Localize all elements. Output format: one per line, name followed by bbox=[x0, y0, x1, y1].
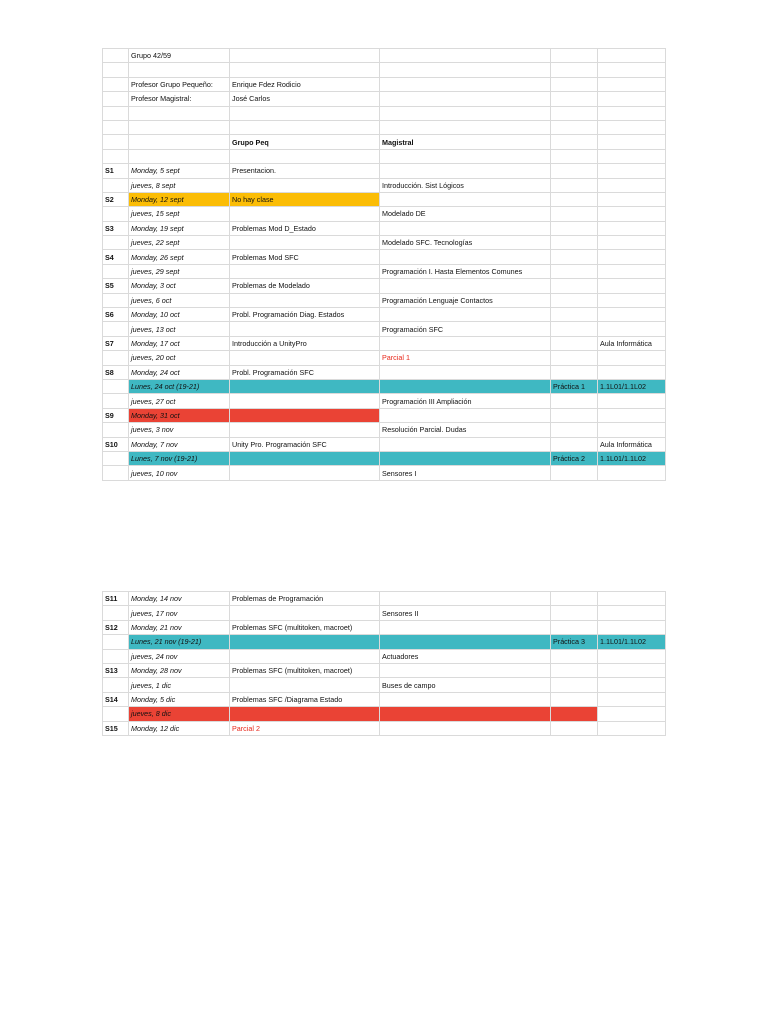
date-cell: jueves, 8 dic bbox=[129, 707, 230, 721]
room-cell bbox=[598, 322, 666, 336]
room-cell bbox=[598, 164, 666, 178]
date-cell: Monday, 5 sept bbox=[129, 164, 230, 178]
schedule-row bbox=[103, 408, 666, 422]
schedule-row bbox=[103, 207, 666, 221]
date-cell: Lunes, 7 nov (19-21) bbox=[129, 451, 230, 465]
master-cell: Modelado DE bbox=[380, 207, 551, 221]
room-cell bbox=[598, 692, 666, 706]
practice-cell bbox=[551, 394, 598, 408]
date-cell: Lunes, 24 oct (19-21) bbox=[129, 379, 230, 393]
header-row-small-prof bbox=[103, 77, 666, 91]
small-group-cell bbox=[230, 236, 380, 250]
master-cell bbox=[380, 663, 551, 677]
practice-cell bbox=[551, 178, 598, 192]
date-cell: jueves, 8 sept bbox=[129, 178, 230, 192]
date-cell: jueves, 13 oct bbox=[129, 322, 230, 336]
schedule-row bbox=[103, 437, 666, 451]
col-header-master: Magistral bbox=[380, 135, 551, 149]
schedule-row bbox=[103, 308, 666, 322]
room-cell bbox=[598, 606, 666, 620]
session-cell bbox=[103, 606, 129, 620]
schedule-row bbox=[103, 279, 666, 293]
room-cell bbox=[598, 649, 666, 663]
practice-cell bbox=[551, 192, 598, 206]
session-cell: S12 bbox=[103, 620, 129, 634]
master-cell: Modelado SFC. Tecnologías bbox=[380, 236, 551, 250]
practice-cell bbox=[551, 606, 598, 620]
schedule-row bbox=[103, 649, 666, 663]
date-cell: Monday, 12 sept bbox=[129, 192, 230, 206]
room-cell bbox=[598, 423, 666, 437]
master-cell bbox=[380, 635, 551, 649]
practice-cell bbox=[551, 707, 598, 721]
session-cell bbox=[103, 466, 129, 480]
master-cell bbox=[380, 336, 551, 350]
session-cell: S2 bbox=[103, 192, 129, 206]
date-cell: jueves, 15 sept bbox=[129, 207, 230, 221]
small-group-cell: Unity Pro. Programación SFC bbox=[230, 437, 380, 451]
schedule-row bbox=[103, 250, 666, 264]
room-cell bbox=[598, 351, 666, 365]
small-group-cell bbox=[230, 394, 380, 408]
master-cell bbox=[380, 620, 551, 634]
master-cell: Resolución Parcial. Dudas bbox=[380, 423, 551, 437]
practice-cell bbox=[551, 264, 598, 278]
master-cell bbox=[380, 279, 551, 293]
room-cell bbox=[598, 592, 666, 606]
schedule-row bbox=[103, 264, 666, 278]
schedule-row bbox=[103, 351, 666, 365]
room-cell bbox=[598, 466, 666, 480]
practice-cell bbox=[551, 279, 598, 293]
schedule-table-2 bbox=[102, 591, 666, 736]
practice-cell bbox=[551, 437, 598, 451]
schedule-row bbox=[103, 178, 666, 192]
small-group-cell bbox=[230, 707, 380, 721]
practice-cell bbox=[551, 620, 598, 634]
master-cell: Parcial 1 bbox=[380, 351, 551, 365]
small-group-cell: Probl. Programación SFC bbox=[230, 365, 380, 379]
room-cell bbox=[598, 394, 666, 408]
room-cell: 1.1L01/1.1L02 bbox=[598, 451, 666, 465]
session-cell: S3 bbox=[103, 221, 129, 235]
small-group-cell bbox=[230, 207, 380, 221]
small-group-cell: Parcial 2 bbox=[230, 721, 380, 735]
date-cell: Monday, 5 dic bbox=[129, 692, 230, 706]
practice-cell bbox=[551, 365, 598, 379]
schedule-row bbox=[103, 678, 666, 692]
practice-cell bbox=[551, 721, 598, 735]
master-cell bbox=[380, 592, 551, 606]
room-cell bbox=[598, 221, 666, 235]
room-cell bbox=[598, 707, 666, 721]
small-group-cell: Presentacion. bbox=[230, 164, 380, 178]
master-cell: Programación I. Hasta Elementos Comunes bbox=[380, 264, 551, 278]
date-cell: jueves, 27 oct bbox=[129, 394, 230, 408]
small-group-cell bbox=[230, 264, 380, 278]
small-group-cell: Problemas SFC (multitoken, macroet) bbox=[230, 620, 380, 634]
practice-cell bbox=[551, 592, 598, 606]
session-cell: S10 bbox=[103, 437, 129, 451]
date-cell: jueves, 3 nov bbox=[129, 423, 230, 437]
small-group-cell: Problemas de Modelado bbox=[230, 279, 380, 293]
date-cell: jueves, 10 nov bbox=[129, 466, 230, 480]
master-cell: Sensores II bbox=[380, 606, 551, 620]
schedule-row bbox=[103, 692, 666, 706]
date-cell: jueves, 17 nov bbox=[129, 606, 230, 620]
master-cell bbox=[380, 408, 551, 422]
room-cell bbox=[598, 236, 666, 250]
blank-row bbox=[103, 120, 666, 134]
schedule-row bbox=[103, 620, 666, 634]
schedule-row bbox=[103, 322, 666, 336]
schedule-row bbox=[103, 663, 666, 677]
session-cell: S11 bbox=[103, 592, 129, 606]
practice-cell bbox=[551, 649, 598, 663]
practice-cell: Práctica 1 bbox=[551, 379, 598, 393]
room-cell bbox=[598, 620, 666, 634]
master-cell bbox=[380, 250, 551, 264]
session-cell bbox=[103, 423, 129, 437]
practice-cell bbox=[551, 236, 598, 250]
small-group-cell bbox=[230, 635, 380, 649]
session-cell: S9 bbox=[103, 408, 129, 422]
session-cell: S4 bbox=[103, 250, 129, 264]
small-group-cell bbox=[230, 351, 380, 365]
schedule-row bbox=[103, 394, 666, 408]
small-group-cell: Problemas SFC /Diagrama Estado bbox=[230, 692, 380, 706]
date-cell: jueves, 24 nov bbox=[129, 649, 230, 663]
date-cell: Monday, 31 oct bbox=[129, 408, 230, 422]
practice-cell bbox=[551, 466, 598, 480]
practice-cell: Práctica 3 bbox=[551, 635, 598, 649]
master-cell bbox=[380, 707, 551, 721]
practice-cell bbox=[551, 678, 598, 692]
room-cell bbox=[598, 365, 666, 379]
master-cell: Programación Lenguaje Contactos bbox=[380, 293, 551, 307]
room-cell bbox=[598, 178, 666, 192]
practice-cell bbox=[551, 221, 598, 235]
practice-cell bbox=[551, 336, 598, 350]
session-cell: S1 bbox=[103, 164, 129, 178]
session-cell bbox=[103, 293, 129, 307]
practice-cell bbox=[551, 423, 598, 437]
schedule-row bbox=[103, 221, 666, 235]
room-cell bbox=[598, 721, 666, 735]
date-cell: jueves, 22 sept bbox=[129, 236, 230, 250]
session-cell bbox=[103, 394, 129, 408]
small-group-cell: No hay clase bbox=[230, 192, 380, 206]
blank-row bbox=[103, 106, 666, 120]
small-group-cell: Problemas SFC (multitoken, macroet) bbox=[230, 663, 380, 677]
schedule-row bbox=[103, 379, 666, 393]
practice-cell bbox=[551, 351, 598, 365]
schedule-row bbox=[103, 707, 666, 721]
date-cell: Monday, 14 nov bbox=[129, 592, 230, 606]
room-cell: Aula Informática bbox=[598, 336, 666, 350]
practice-cell bbox=[551, 250, 598, 264]
col-header-small: Grupo Peq bbox=[230, 135, 380, 149]
schedule-row bbox=[103, 466, 666, 480]
date-cell: Monday, 26 sept bbox=[129, 250, 230, 264]
session-cell bbox=[103, 236, 129, 250]
small-prof-label: Profesor Grupo Pequeño: bbox=[129, 77, 230, 91]
master-cell bbox=[380, 308, 551, 322]
practice-cell bbox=[551, 408, 598, 422]
master-cell: Sensores I bbox=[380, 466, 551, 480]
master-cell bbox=[380, 192, 551, 206]
small-group-cell bbox=[230, 408, 380, 422]
master-cell: Programación SFC bbox=[380, 322, 551, 336]
master-cell bbox=[380, 221, 551, 235]
session-cell: S5 bbox=[103, 279, 129, 293]
room-cell bbox=[598, 678, 666, 692]
small-group-cell: Introducción a UnityPro bbox=[230, 336, 380, 350]
date-cell: Monday, 7 nov bbox=[129, 437, 230, 451]
session-cell bbox=[103, 322, 129, 336]
room-cell bbox=[598, 308, 666, 322]
schedule-row bbox=[103, 423, 666, 437]
practice-cell bbox=[551, 322, 598, 336]
group-label: Grupo 42/59 bbox=[129, 49, 230, 63]
small-group-cell bbox=[230, 649, 380, 663]
practice-cell bbox=[551, 663, 598, 677]
session-cell bbox=[103, 649, 129, 663]
session-cell: S8 bbox=[103, 365, 129, 379]
room-cell bbox=[598, 250, 666, 264]
room-cell: 1.1L01/1.1L02 bbox=[598, 379, 666, 393]
room-cell bbox=[598, 293, 666, 307]
master-cell bbox=[380, 721, 551, 735]
master-cell: Programación III Ampliación bbox=[380, 394, 551, 408]
small-group-cell bbox=[230, 293, 380, 307]
room-cell bbox=[598, 264, 666, 278]
blank-row bbox=[103, 63, 666, 77]
date-cell: Monday, 12 dic bbox=[129, 721, 230, 735]
schedule-row bbox=[103, 606, 666, 620]
date-cell: Monday, 21 nov bbox=[129, 620, 230, 634]
room-cell bbox=[598, 207, 666, 221]
session-cell bbox=[103, 379, 129, 393]
master-cell: Actuadores bbox=[380, 649, 551, 663]
session-cell: S7 bbox=[103, 336, 129, 350]
small-group-cell: Probl. Programación Diag. Estados bbox=[230, 308, 380, 322]
schedule-row bbox=[103, 365, 666, 379]
date-cell: jueves, 1 dic bbox=[129, 678, 230, 692]
session-cell bbox=[103, 678, 129, 692]
session-cell bbox=[103, 351, 129, 365]
master-prof-label: Profesor Magistral: bbox=[129, 92, 230, 106]
small-group-cell: Problemas Mod D_Estado bbox=[230, 221, 380, 235]
room-cell bbox=[598, 663, 666, 677]
small-prof-value: Enrique Fdez Rodicio bbox=[230, 77, 380, 91]
small-group-cell bbox=[230, 606, 380, 620]
master-cell: Buses de campo bbox=[380, 678, 551, 692]
session-cell: S15 bbox=[103, 721, 129, 735]
master-cell bbox=[380, 451, 551, 465]
small-group-cell bbox=[230, 178, 380, 192]
date-cell: Monday, 10 oct bbox=[129, 308, 230, 322]
session-cell bbox=[103, 635, 129, 649]
practice-cell bbox=[551, 207, 598, 221]
master-cell: Introducción. Sist Lógicos bbox=[380, 178, 551, 192]
master-cell bbox=[380, 164, 551, 178]
small-group-cell bbox=[230, 466, 380, 480]
header-row-group bbox=[103, 49, 666, 63]
session-cell bbox=[103, 264, 129, 278]
schedule-row bbox=[103, 635, 666, 649]
room-cell bbox=[598, 279, 666, 293]
session-cell: S14 bbox=[103, 692, 129, 706]
schedule-row bbox=[103, 293, 666, 307]
schedule-row bbox=[103, 451, 666, 465]
practice-cell bbox=[551, 293, 598, 307]
session-cell: S6 bbox=[103, 308, 129, 322]
small-group-cell bbox=[230, 451, 380, 465]
schedule-row bbox=[103, 236, 666, 250]
column-header-row bbox=[103, 135, 666, 149]
session-cell bbox=[103, 178, 129, 192]
session-cell bbox=[103, 207, 129, 221]
schedule-row bbox=[103, 721, 666, 735]
header-row-master-prof bbox=[103, 92, 666, 106]
small-group-cell bbox=[230, 322, 380, 336]
master-prof-value: José Carlos bbox=[230, 92, 380, 106]
schedule-row bbox=[103, 592, 666, 606]
date-cell: Lunes, 21 nov (19-21) bbox=[129, 635, 230, 649]
date-cell: Monday, 24 oct bbox=[129, 365, 230, 379]
room-cell: Aula Informática bbox=[598, 437, 666, 451]
practice-cell: Práctica 2 bbox=[551, 451, 598, 465]
date-cell: jueves, 20 oct bbox=[129, 351, 230, 365]
schedule-row bbox=[103, 164, 666, 178]
blank-row bbox=[103, 149, 666, 163]
schedule-row bbox=[103, 336, 666, 350]
date-cell: Monday, 3 oct bbox=[129, 279, 230, 293]
master-cell bbox=[380, 365, 551, 379]
date-cell: jueves, 29 sept bbox=[129, 264, 230, 278]
room-cell: 1.1L01/1.1L02 bbox=[598, 635, 666, 649]
schedule-row bbox=[103, 192, 666, 206]
room-cell bbox=[598, 408, 666, 422]
small-group-cell: Problemas de Programación bbox=[230, 592, 380, 606]
master-cell bbox=[380, 692, 551, 706]
date-cell: Monday, 17 oct bbox=[129, 336, 230, 350]
small-group-cell bbox=[230, 379, 380, 393]
session-cell bbox=[103, 707, 129, 721]
small-group-cell: Problemas Mod SFC bbox=[230, 250, 380, 264]
master-cell bbox=[380, 379, 551, 393]
small-group-cell bbox=[230, 423, 380, 437]
practice-cell bbox=[551, 692, 598, 706]
practice-cell bbox=[551, 164, 598, 178]
date-cell: jueves, 6 oct bbox=[129, 293, 230, 307]
small-group-cell bbox=[230, 678, 380, 692]
schedule-table-1 bbox=[102, 48, 666, 481]
practice-cell bbox=[551, 308, 598, 322]
room-cell bbox=[598, 192, 666, 206]
session-cell bbox=[103, 451, 129, 465]
session-cell: S13 bbox=[103, 663, 129, 677]
master-cell bbox=[380, 437, 551, 451]
date-cell: Monday, 19 sept bbox=[129, 221, 230, 235]
date-cell: Monday, 28 nov bbox=[129, 663, 230, 677]
